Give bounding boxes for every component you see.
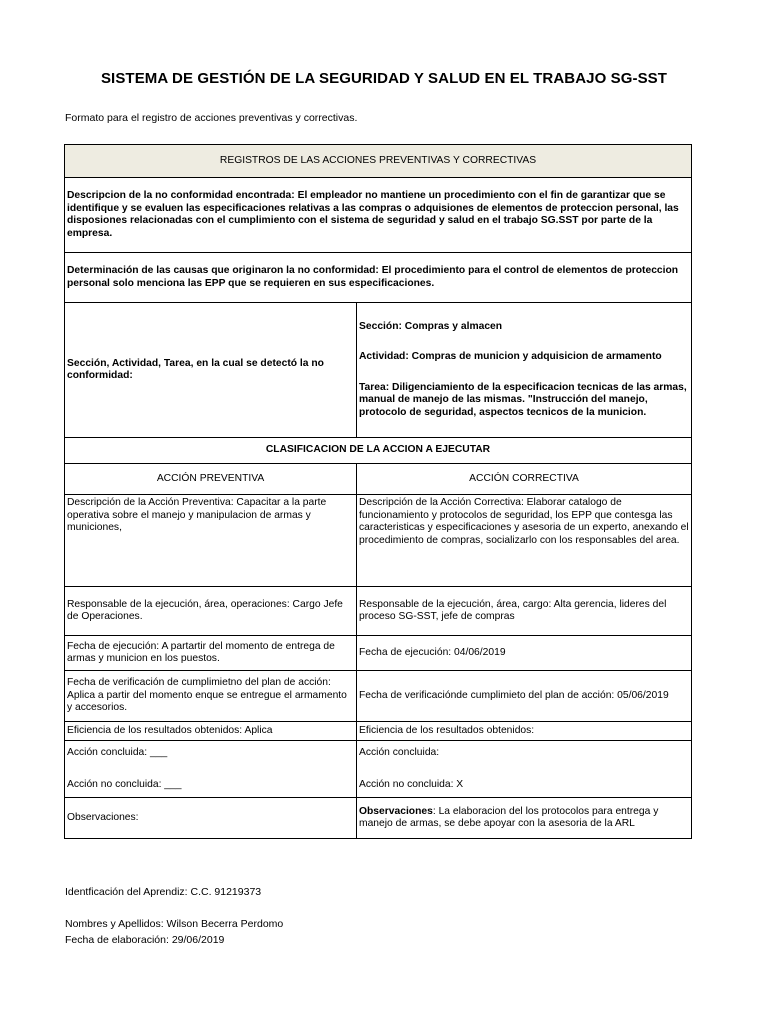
preventive-not-concluded: Acción no concluida: ___	[67, 779, 182, 790]
document-subtitle: Formato para el registro de acciones preventivas y correctivas.	[65, 112, 358, 124]
section-value: Sección: Compras y almacen	[359, 320, 503, 332]
document-title: SISTEMA DE GESTIÓN DE LA SEGURIDAD Y SALUD EN EL TRABAJO SG-SST	[100, 70, 668, 87]
corrective-not-concluded: Acción no concluida: X	[359, 779, 464, 790]
preventive-description: Descripción de la Acción Preventiva: Capacitar a la parte operativa sobre el manejo y manipulacion de armas y municiones,	[65, 495, 357, 587]
preventive-concluded: Acción concluida: ___	[67, 746, 168, 758]
preventive-verification-date: Fecha de verificación de cumplimietno del plan de acción: Aplica a partir del momento enque se entregue el armamento y accesorios.	[65, 671, 357, 722]
preventive-execution-date: Fecha de ejecución: A partartir del momento de entrega de armas y municion en los puestos.	[65, 636, 357, 671]
preventive-observations: Observaciones:	[65, 798, 357, 839]
corrective-responsible: Responsable de la ejecución, área, cargo: Alta gerencia, lideres del proceso SG-SST, jefe de compras	[357, 587, 692, 636]
activity-value: Actividad: Compras de municion y adquisicion de armamento	[359, 351, 662, 363]
corrective-observations-text: : La elaboracion del los protocolos para entrega y manejo de armas, se debe apoyar con la asesoria de la ARL	[359, 805, 659, 829]
corrective-completion	[357, 741, 692, 798]
corrective-observations	[357, 798, 692, 839]
causes-determination: Determinación de las causas que originaron la no conformidad: El procedimiento para el control de elementos de proteccion personal solo menciona las EPP que se requieren en sus especificaciones.	[65, 253, 692, 303]
actions-registry-table	[64, 144, 692, 839]
section-details	[357, 303, 692, 438]
section-label: Sección, Actividad, Tarea, en la cual se detectó la no conformidad:	[65, 303, 357, 438]
preventive-completion	[65, 741, 357, 798]
preventive-efficiency: Eficiencia de los resultados obtenidos: Aplica	[65, 722, 357, 741]
nonconformity-description: Descripcion de la no conformidad encontrada: El empleador no mantiene un procedimiento con el fin de garantizar que se identifique y se evaluen las especificaciones relativas a las compras o adquisiones de elementos de proteccion personal, las disposiones relacionadas con el cumplimiento con el sistema de seguridad y salud en el trabajo SG.SST por parte de la empresa.	[65, 178, 692, 253]
preventive-responsible: Responsable de la ejecución, área, operaciones: Cargo Jefe de Operaciones.	[65, 587, 357, 636]
table-header: REGISTROS DE LAS ACCIONES PREVENTIVAS Y CORRECTIVAS	[65, 145, 692, 178]
apprentice-id: Identficación del Aprendiz: C.C. 91219373	[65, 886, 262, 898]
preventive-action-header: ACCIÓN PREVENTIVA	[65, 464, 357, 495]
corrective-efficiency: Eficiencia de los resultados obtenidos:	[357, 722, 692, 741]
corrective-description: Descripción de la Acción Correctiva: Elaborar catalogo de funcionamiento y protocolos de seguridad, los EPP que contesga las caracteristicas y especificaciones y asesoria de un experto, anexando el procedimiento de compras, socializarlo con los responsables del area.	[357, 495, 692, 587]
classification-header: CLASIFICACION DE LA ACCION A EJECUTAR	[65, 438, 692, 464]
corrective-observations-label: Observaciones	[359, 805, 433, 817]
apprentice-name: Nombres y Apellidos: Wilson Becerra Perdomo	[65, 918, 284, 930]
corrective-execution-date: Fecha de ejecución: 04/06/2019	[357, 636, 692, 671]
elaboration-date: Fecha de elaboración: 29/06/2019	[65, 934, 225, 946]
task-value: Tarea: Diligenciamiento de la especificacion tecnicas de las armas, manual de manejo de las mismas. "Instrucción del manejo, protocolo de seguridad, aspectos tecnicos de la municion.	[359, 381, 687, 418]
corrective-verification-date: Fecha de verificaciónde cumplimieto del plan de acción: 05/06/2019	[357, 671, 692, 722]
corrective-action-header: ACCIÓN CORRECTIVA	[357, 464, 692, 495]
corrective-concluded: Acción concluida:	[359, 746, 440, 758]
